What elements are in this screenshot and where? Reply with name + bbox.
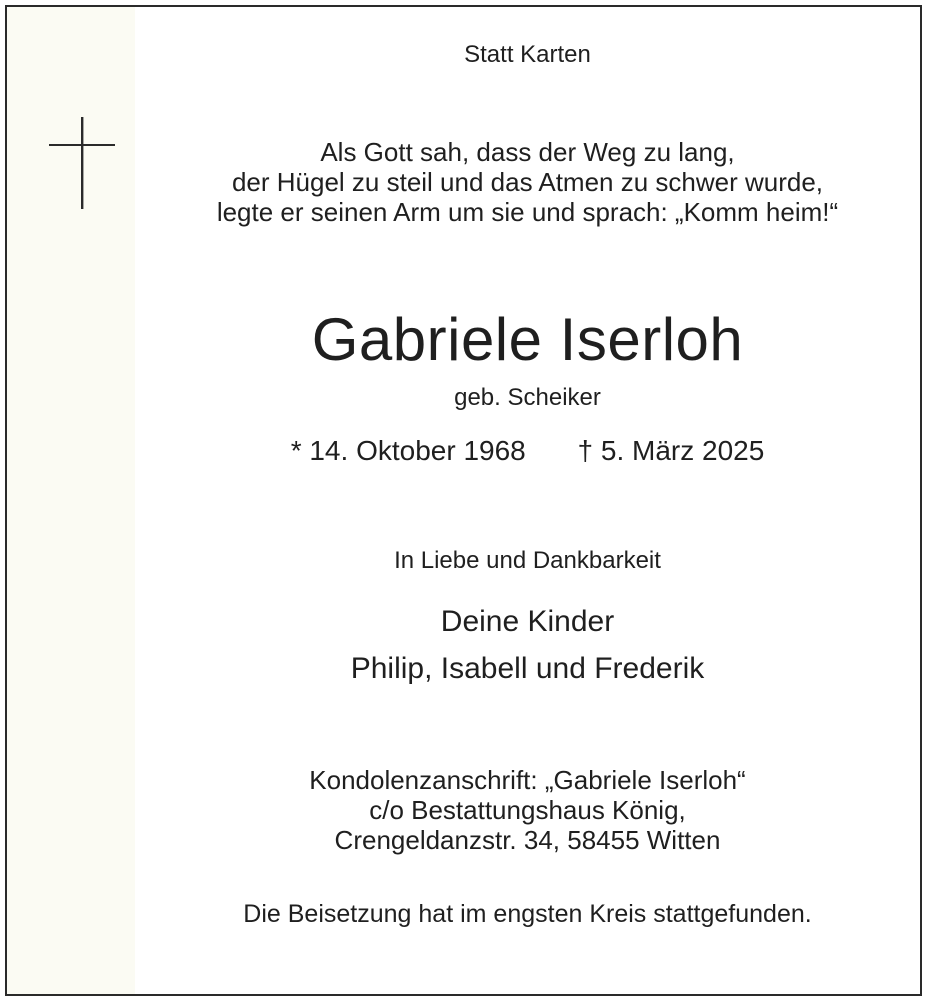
burial-note: Die Beisetzung hat im engsten Kreis stattgefunden. [243, 900, 812, 928]
deceased-name: Gabriele Iserloh [311, 306, 744, 373]
poem-line: Als Gott sah, dass der Weg zu lang, [320, 137, 735, 167]
mourners-names: Philip, Isabell und Frederik [350, 652, 705, 685]
cross-icon [47, 115, 117, 211]
address-line: Kondolenzanschrift: „Gabriele Iserloh“ [309, 765, 746, 795]
address-line: Crengeldanzstr. 34, 58455 Witten [334, 825, 721, 855]
poem-line: legte er seinen Arm um sie und sprach: „Komm heim!“ [216, 197, 839, 227]
life-dates [135, 435, 920, 467]
poem-line: der Hügel zu steil und das Atmen zu schwer wurde, [231, 167, 824, 197]
birth-date: * 14. Oktober 1968 [290, 435, 526, 466]
header-statt-karten: Statt Karten [464, 41, 591, 68]
thanks-line: In Liebe und Dankbarkeit [394, 547, 661, 574]
condolence-address [135, 765, 920, 855]
maiden-name: geb. Scheiker [454, 384, 601, 411]
mourners-title: Deine Kinder [440, 605, 615, 638]
poem [135, 137, 920, 227]
death-date: † 5. März 2025 [577, 435, 765, 466]
address-line: c/o Bestattungshaus König, [369, 795, 686, 825]
obituary-card [5, 5, 922, 996]
